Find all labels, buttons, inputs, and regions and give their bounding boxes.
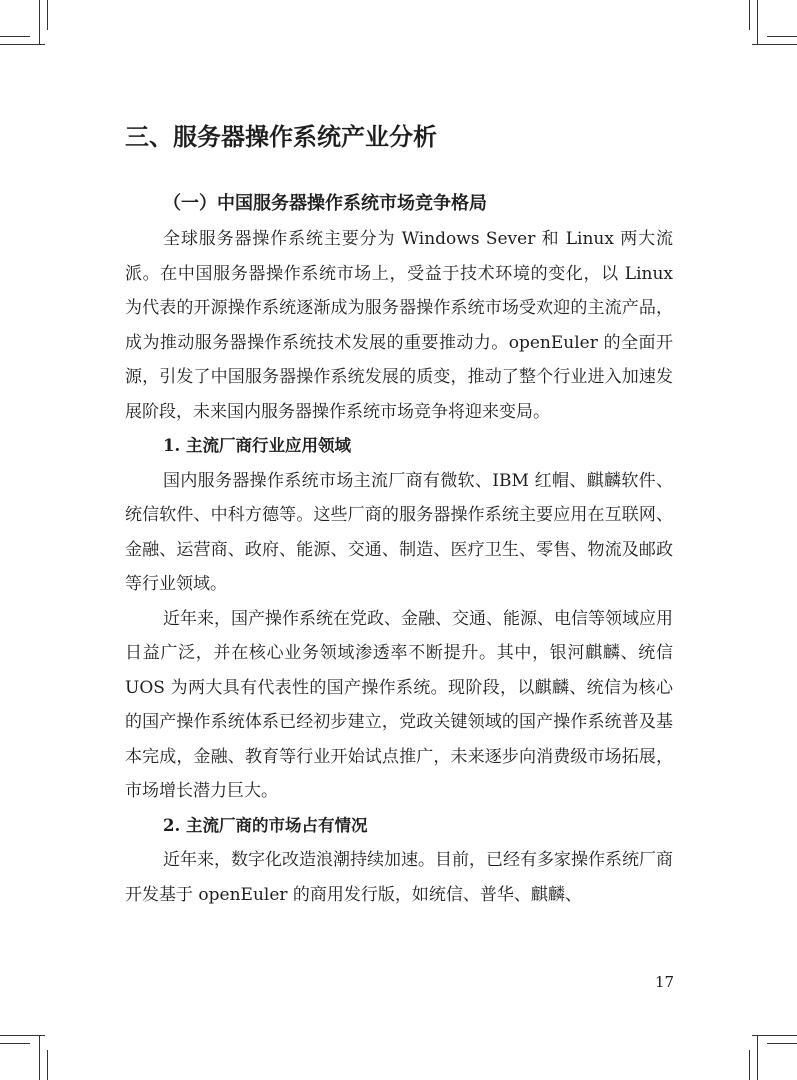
crop-mark-bottom-right-horizontal (752, 1035, 797, 1036)
crop-mark-top-right-horizontal-outer (767, 36, 797, 37)
paragraph-domestic-os: 近年来，国产操作系统在党政、金融、交通、能源、电信等领域应用日益广泛，并在核心业务领域渗透率不断提升。其中，银河麒麟、统信 UOS 为两大具有代表性的国产操作系统。现阶段，以麒麟、统信为核心的国产操作系统体系已经初步建立，党政关键领域的国产操作系统普及基本完成，金融、教育等行业开始试点推广，未来逐步向消费级市场拓展，市场增长潜力巨大。 (125, 608, 673, 801)
crop-mark-top-right-vertical-outer (749, 0, 750, 30)
crop-mark-bottom-right-horizontal-outer (767, 1043, 797, 1044)
paragraph-intro: 全球服务器操作系统主要分为 Windows Sever 和 Linux 两大流派。在中国服务器操作系统市场上，受益于技术环境的变化，以 Linux 为代表的开源操作系统逐渐成为服务器操作系统市场受欢迎的主流产品，成为推动服务器操作系统技术发展的重要推动力。openEuler 的全面开源，引发了中国服务器操作系统发展的质变，推动了整个行业进入加速发展阶段，未来国内服务器操作系统市场竞争将迎来变局。 (125, 229, 673, 422)
crop-mark-top-right-horizontal (752, 44, 797, 45)
crop-mark-top-right-vertical (757, 0, 758, 45)
subheading-industry-applications: 1. 主流厂商行业应用领域 (163, 436, 351, 455)
crop-mark-top-left-vertical-outer (47, 0, 48, 30)
crop-mark-bottom-left-horizontal (0, 1035, 45, 1036)
chapter-title: 三、服务器操作系统产业分析 (125, 123, 437, 151)
crop-mark-bottom-left-vertical (39, 1035, 40, 1080)
subheading-market-share: 2. 主流厂商的市场占有情况 (163, 815, 368, 835)
crop-mark-top-left-horizontal (0, 44, 45, 45)
section-title: （一）中国服务器操作系统市场竞争格局 (163, 193, 487, 214)
crop-mark-top-left-vertical (39, 0, 40, 45)
crop-mark-bottom-right-vertical (757, 1035, 758, 1080)
body-text (125, 222, 673, 912)
page-number: 17 (655, 973, 675, 991)
crop-mark-bottom-right-vertical-outer (749, 1050, 750, 1080)
crop-mark-bottom-left-vertical-outer (47, 1050, 48, 1080)
crop-mark-bottom-left-horizontal-outer (0, 1043, 30, 1044)
paragraph-digital-transformation: 近年来，数字化改造浪潮持续加速。目前，已经有多家操作系统厂商开发基于 openEuler 的商用发行版，如统信、普华、麒麟、 (125, 850, 673, 905)
paragraph-vendors: 国内服务器操作系统市场主流厂商有微软、IBM 红帽、麒麟软件、统信软件、中科方德等。这些厂商的服务器操作系统主要应用在互联网、金融、运营商、政府、能源、交通、制造、医疗卫生、零售、物流及邮政等行业领域。 (125, 470, 673, 594)
crop-mark-top-left-horizontal-outer (0, 36, 30, 37)
